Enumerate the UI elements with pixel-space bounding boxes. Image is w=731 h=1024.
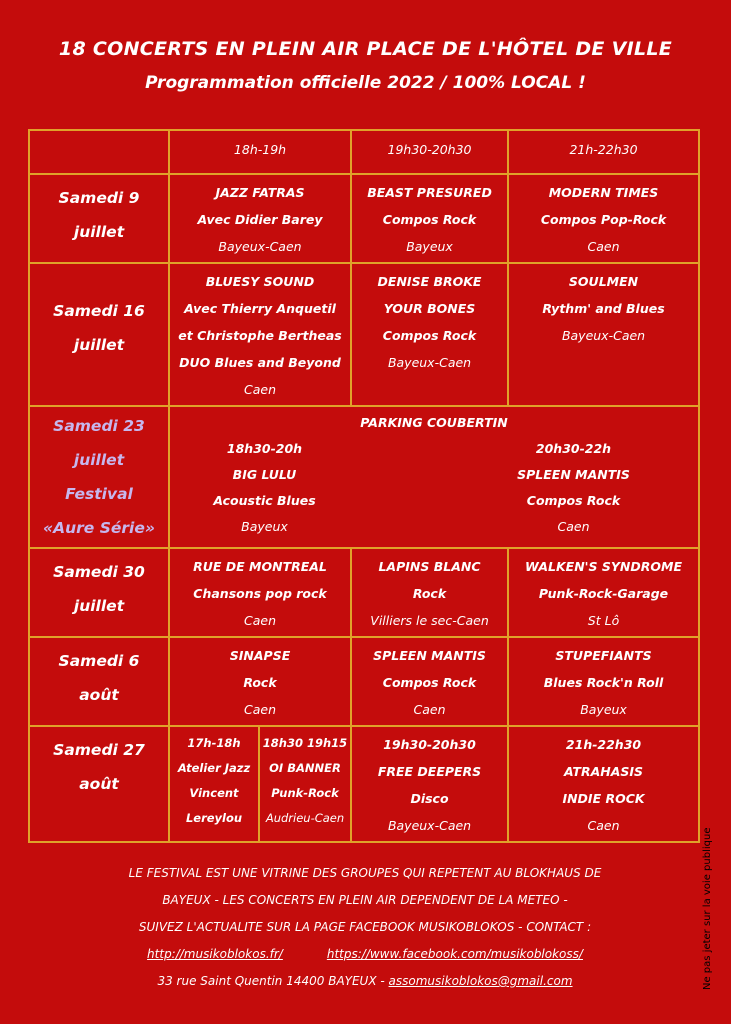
band-member: et Christophe Bertheas <box>178 328 342 343</box>
concert-time: 19h30-20h30 <box>383 737 476 752</box>
band-name: OI BANNER <box>269 761 341 775</box>
footer-line: SUIVEZ L'ACTUALITE SUR LA PAGE FACEBOOK MUSIKOBLOKOS - CONTACT : <box>138 920 592 934</box>
band-name: ATRAHASIS <box>563 764 644 779</box>
month-label: juillet <box>73 451 125 469</box>
concert-cell <box>169 263 351 406</box>
day-label: Samedi 9 <box>58 189 140 207</box>
email-link[interactable]: assomusikoblokos@gmail.com <box>388 974 573 988</box>
time-slot-3: 21h-22h30 <box>508 130 699 174</box>
table-row <box>29 548 699 637</box>
band-genre: Blues Rock'n Roll <box>543 675 664 690</box>
band-genre: Avec Didier Barey <box>197 212 323 227</box>
page-subtitle: Programmation officielle 2022 / 100% LOCAL ! <box>145 73 586 93</box>
footer-address-line <box>20 968 710 995</box>
band-name: YOUR BONES <box>383 301 476 316</box>
band-origin: Caen <box>587 239 620 254</box>
band-member: Lereylou <box>185 811 243 825</box>
band-origin: Bayeux <box>580 702 627 717</box>
footer-line: BAYEUX - LES CONCERTS EN PLEIN AIR DEPENDENT DE LA METEO - <box>162 893 568 907</box>
day-cell <box>29 548 169 637</box>
time-slot-2: 19h30-20h30 <box>351 130 508 174</box>
table-row <box>29 263 699 406</box>
band-origin: Caen <box>244 382 277 397</box>
band-genre: Compos Rock <box>382 675 477 690</box>
band-origin: Bayeux-Caen <box>218 239 302 254</box>
concert-cell <box>169 637 351 726</box>
address: 33 rue Saint Quentin 14400 BAYEUX - <box>157 974 385 988</box>
concert-cell <box>508 726 699 842</box>
band-name: JAZZ FATRAS <box>215 185 305 200</box>
band-name: FREE DEEPERS <box>377 764 482 779</box>
day-cell <box>29 406 169 548</box>
day-cell <box>29 263 169 406</box>
band-name: STUPEFIANTS <box>555 648 652 663</box>
concert-cell <box>508 548 699 637</box>
facebook-link[interactable]: https://www.facebook.com/musikoblokoss/ <box>326 947 583 961</box>
footer-line: LE FESTIVAL EST UNE VITRINE DES GROUPES QUI REPETENT AU BLOKHAUS DE <box>128 866 602 880</box>
band-origin: Villiers le sec-Caen <box>370 613 489 628</box>
table-row-festival <box>29 406 699 548</box>
concert-cell <box>351 637 508 726</box>
month-label: juillet <box>73 597 125 615</box>
day-label: Samedi 6 <box>58 652 140 670</box>
venue-label: PARKING COUBERTIN <box>360 415 508 430</box>
festival-concert-left <box>169 436 383 540</box>
band-genre: Disco <box>410 791 449 806</box>
time-slot-1: 18h-19h <box>169 130 351 174</box>
band-genre: Punk-Rock-Garage <box>538 586 669 601</box>
website-link[interactable]: http://musikoblokos.fr/ <box>147 947 283 961</box>
day-cell <box>29 726 169 842</box>
band-genre: Compos Rock <box>382 212 477 227</box>
concert-time: 18h30-20h <box>226 441 303 456</box>
band-origin: Caen <box>587 818 620 833</box>
concert-cell <box>169 548 351 637</box>
festival-label: Festival <box>65 485 133 503</box>
concert-cell <box>508 263 699 406</box>
footer <box>20 860 710 995</box>
footer-links <box>20 941 710 968</box>
band-genre: Punk-Rock <box>271 786 339 800</box>
band-origin: Bayeux-Caen <box>561 328 646 343</box>
band-origin: Bayeux <box>406 239 453 254</box>
day-label: Samedi 30 <box>53 563 145 581</box>
concert-cell <box>351 174 508 263</box>
page-title: 18 CONCERTS EN PLEIN AIR PLACE DE L'HÔTEL DE VILLE <box>58 38 673 60</box>
day-label: Samedi 16 <box>53 302 145 320</box>
band-name: DENISE BROKE <box>377 274 482 289</box>
band-member: Vincent <box>189 786 239 800</box>
band-origin: Caen <box>244 702 277 717</box>
festival-name: «Aure Série» <box>43 519 155 537</box>
day-label: Samedi 23 <box>53 417 145 435</box>
concert-time: 18h30 19h15 <box>262 736 348 750</box>
concert-cell <box>169 726 259 842</box>
concert-cell <box>351 726 508 842</box>
table-row <box>29 637 699 726</box>
concert-cell <box>169 174 351 263</box>
band-name: Atelier Jazz <box>177 761 251 775</box>
band-genre: Rythm' and Blues <box>542 301 665 316</box>
band-genre: Compos Rock <box>526 493 621 508</box>
month-label: juillet <box>73 336 125 354</box>
band-name: BIG LULU <box>232 467 297 482</box>
day-cell <box>29 637 169 726</box>
band-origin: Bayeux-Caen <box>387 818 472 833</box>
band-genre: Acoustic Blues <box>213 493 316 508</box>
band-name: BEAST PRESURED <box>367 185 492 200</box>
table-row <box>29 726 699 842</box>
band-name: RUE DE MONTREAL <box>193 559 327 574</box>
band-name: SPLEEN MANTIS <box>517 467 630 482</box>
concert-cell <box>351 548 508 637</box>
concert-cell <box>508 637 699 726</box>
month-label: août <box>79 775 119 793</box>
concert-cell <box>508 174 699 263</box>
schedule-table <box>28 129 700 843</box>
band-name: LAPINS BLANC <box>378 559 481 574</box>
concert-cell <box>259 726 351 842</box>
band-genre: Compos Rock <box>382 328 477 343</box>
month-label: août <box>79 686 119 704</box>
band-genre: Rock <box>243 675 277 690</box>
band-origin: Caen <box>413 702 446 717</box>
band-name: SINAPSE <box>229 648 291 663</box>
concert-time: 20h30-22h <box>535 441 612 456</box>
band-origin: Caen <box>244 613 277 628</box>
band-origin: Bayeux-Caen <box>387 355 472 370</box>
concert-time: 21h-22h30 <box>565 737 642 752</box>
band-origin: Audrieu-Caen <box>265 811 345 825</box>
band-name: SPLEEN MANTIS <box>373 648 486 663</box>
band-origin: Caen <box>557 519 590 534</box>
band-genre: Rock <box>412 586 447 601</box>
band-member: Avec Thierry Anquetil <box>184 301 336 316</box>
day-label: Samedi 27 <box>53 741 145 759</box>
band-name: SOULMEN <box>568 274 639 289</box>
band-genre: INDIE ROCK <box>562 791 645 806</box>
band-name: BLUESY SOUND <box>205 274 315 289</box>
month-label: juillet <box>73 223 125 241</box>
empty-cell <box>29 130 169 174</box>
festival-concert-right <box>455 436 693 540</box>
band-name: WALKEN'S SYNDROME <box>525 559 682 574</box>
concert-time: 17h-18h <box>187 736 241 750</box>
band-name: MODERN TIMES <box>548 185 659 200</box>
band-origin: St Lô <box>587 613 620 628</box>
band-genre: Chansons pop rock <box>193 586 327 601</box>
band-genre: DUO Blues and Beyond <box>179 355 341 370</box>
table-header-row <box>29 130 699 174</box>
table-row <box>29 174 699 263</box>
band-origin: Bayeux <box>241 519 288 534</box>
side-note: Ne pas jeter sur la voie publique <box>702 827 713 990</box>
concert-cell <box>351 263 508 406</box>
festival-cell <box>169 406 699 548</box>
band-genre: Compos Pop-Rock <box>540 212 667 227</box>
day-cell <box>29 174 169 263</box>
